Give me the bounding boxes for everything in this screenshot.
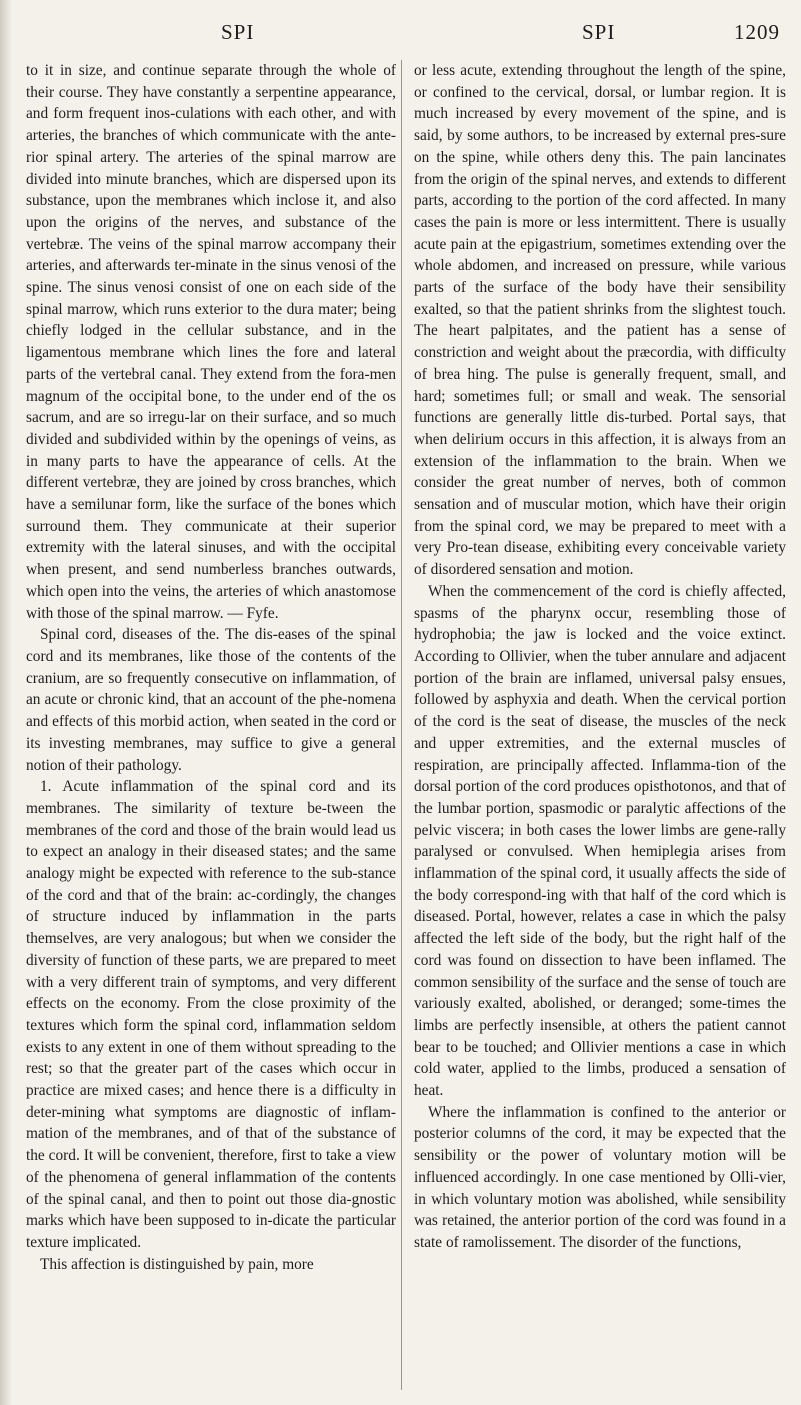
paragraph-pain-start: This affection is distinguished by pain, more [40, 1255, 314, 1273]
right-column [414, 60, 786, 1254]
header-right-title: SPI [582, 20, 616, 44]
paragraph-cord-commencement: When the commencement of the cord is chiefly affected, spasms of the pharynx occur, resembling those of hydrophobia; the jaw is locked and the voice extinct. According to Ollivier, when the tuber annulare and adjacent portion of the brain are inflamed, universal palsy ensues, followed by asphyxia and death. When the cervical portion of the cord is the seat of disease, the muscles of the neck and upper extremities, and the external muscles of respiration, are principally affected. Inflamma-tion of the dorsal portion of the cord produces opisthotonos, and that of the lumbar portion, spasmodic or paralytic affections of the pelvic viscera; in both cases the lower limbs are gene-rally paralysed or convulsed. When hemiplegia arises from inflammation of the spinal cord, it usually affects the side of the body correspond-ing with that half of the cord which is diseased. Portal, however, relates a case in which the palsy affected the left side of the body, but the right half of the cord was found on dissection to have been inflamed. The common sensibility of the surface and the sense of touch are variously exalted, abolished, or deranged; some-times the limbs are perfectly insensible, at others the patient cannot bear to be touched; and Ollivier mentions a case in which cold water, applied to the limbs, produced a sensation of heat. [414, 582, 786, 1100]
paragraph-veins: to it in size, and continue separate through the whole of their course. They have constantly a serpentine appearance, and form frequent inos-culations with each other, and with arteries, the branches of which communicate with the ante-rior spinal artery. The arteries of the spinal marrow are divided into minute branches, which are dispersed upon its substance, upon the membranes which inclose it, and also upon the origins of the nerves, and substance of the vertebræ. The veins of the spinal marrow accompany their arteries, and afterwards ter-minate in the sinus venosi of the spine. The sinus venosi consist of one on each side of the spinal marrow, which runs exterior to the dura mater; being chiefly lodged in the cellular substance, and in the ligamentous membrane which lines the fore and lateral parts of the vertebral canal. They extend from the fora-men magnum of the occipital bone, to the under end of the os sacrum, and are so irregu-lar on their surface, and so much divided and subdivided within by the openings of veins, as in many parts to have the appearance of cells. At the different vertebræ, they are joined by cross branches, which have a semilunar form, like the surface of the bones which surround them. They communicate at their superior extremity with the lateral sinuses, and with the occipital when present, and send numberless branches outwards, which open into the veins, the arteries of which anastomose with those of the spinal marrow. — Fyfe. [26, 62, 396, 622]
running-header [26, 20, 783, 60]
paragraph-acute-inflammation: 1. Acute inflammation of the spinal cord and its membranes. The similarity of texture be-tween the membranes of the cord and those of the brain would lead us to expect an analogy in their diseased states; and the same analogy might be expected with reference to the sub-stance of the cord and that of the brain: ac-cordingly, the changes of structure induced by inflammation in the parts themselves, are very analogous; but when we consider the diversity of function of these parts, we are prepared to meet with a very different train of symptoms, and very different effects on the economy. From the close proximity of the textures which form the spinal cord, inflammation seldom exists to any extent in one of them without spreading to the rest; so that the greater part of the cases which occur in practice are mixed cases; and hence there is a difficulty in deter-mining what symptoms are diagnostic of inflam-mation of the membranes, and of that of the substance of the cord. It will be convenient, therefore, first to take a view of the phenomena of general inflammation of the contents of the spinal canal, and then to point out those dia-gnostic marks which have been supposed to in-dicate the particular texture implicated. [26, 778, 396, 1251]
paragraph-pain-continued: or less acute, extending throughout the length of the spine, or confined to the cervical, dorsal, or lumbar region. It is much increased by every movement of the spine, and is said, by some authors, to be increased by external pres-sure on the spine, while others deny this. The pain lancinates from the origin of the spinal nerves, and extends to different parts, according to the portion of the cord affected. In many cases the pain is more or less intermittent. There is usually acute pain at the epigastrium, sometimes extending over the whole abdomen, and increased on pressure, while various parts of the surface of the body have their sensibility exalted, so that the patient shrinks from the slightest touch. The heart palpitates, and the patient has a sense of constriction and weight about the præcordia, with difficulty of brea hing. The pulse is generally frequent, small, and hard; sometimes full; or small and weak. The sensorial functions are generally little dis-turbed. Portal says, that when delirium occurs in this affection, it is always from an extension of the inflammation to the brain. When we consider the great number of nerves, both of common sensation and of muscular motion, which have their origin from the spinal cord, we may be prepared to meet with a very Pro-tean disease, exhibiting every conceivable variety of disordered sensation and motion. [414, 62, 786, 579]
paragraph-diseases-intro: Spinal cord, diseases of the. The dis-eases of the spinal cord and its membranes, like those of the contents of the cranium, are so frequently consecutive on inflammation, of an acute or chronic kind, that an account of the phe-nomena and effects of this morbid action, when seated in the cord or its investing membranes, may suffice to give a general notion of their pathology. [26, 626, 396, 774]
header-left-title: SPI [221, 20, 255, 44]
binding-shadow [0, 0, 12, 1405]
page-number: 1209 [734, 20, 780, 44]
left-column [26, 60, 396, 1275]
paragraph-columns-inflammation: Where the inflammation is confined to the anterior or posterior columns of the cord, it may be expected that the sensibility or the power of voluntary motion will be influenced accordingly. In one case mentioned by Olli-vier, in which voluntary motion was abolished, while sensibility was retained, the anterior portion of the cord was found in a state of ramolissement. The disorder of the functions, [414, 1103, 786, 1251]
column-divider [401, 60, 402, 1390]
